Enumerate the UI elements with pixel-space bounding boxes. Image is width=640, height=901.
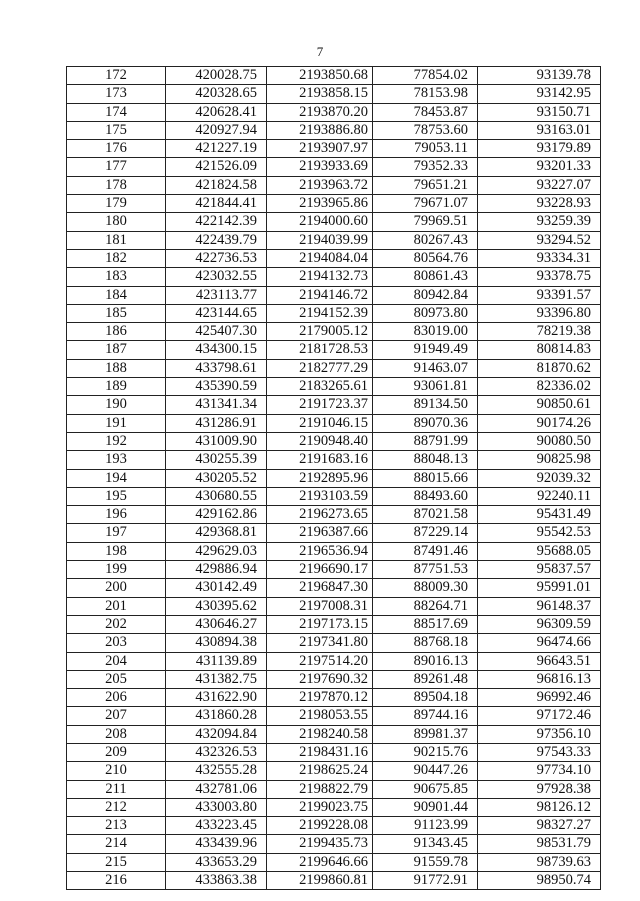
local-x-cell: 90215.76 (373, 743, 478, 761)
point-number-cell: 204 (67, 652, 166, 670)
y-coordinate-cell: 2193886.80 (267, 121, 373, 139)
x-coordinate-cell: 422736.53 (166, 249, 267, 267)
local-x-cell: 91949.49 (373, 341, 478, 359)
x-coordinate-cell: 430680.55 (166, 487, 267, 505)
point-number-cell: 196 (67, 506, 166, 524)
point-number-cell: 209 (67, 743, 166, 761)
local-x-cell: 89016.13 (373, 652, 478, 670)
x-coordinate-cell: 431009.90 (166, 432, 267, 450)
x-coordinate-cell: 432326.53 (166, 743, 267, 761)
table-row (67, 249, 601, 267)
y-coordinate-cell: 2199023.75 (267, 798, 373, 816)
local-x-cell: 78153.98 (373, 85, 478, 103)
local-y-cell: 93294.52 (478, 231, 601, 249)
x-coordinate-cell: 433653.29 (166, 853, 267, 871)
x-coordinate-cell: 430395.62 (166, 597, 267, 615)
y-coordinate-cell: 2190948.40 (267, 432, 373, 450)
table-row (67, 140, 601, 158)
y-coordinate-cell: 2193850.68 (267, 67, 373, 85)
x-coordinate-cell: 429368.81 (166, 524, 267, 542)
x-coordinate-cell: 430205.52 (166, 469, 267, 487)
table-row (67, 396, 601, 414)
table-row (67, 432, 601, 450)
table-row (67, 103, 601, 121)
point-number-cell: 201 (67, 597, 166, 615)
y-coordinate-cell: 2194146.72 (267, 286, 373, 304)
y-coordinate-cell: 2197008.31 (267, 597, 373, 615)
x-coordinate-cell: 421227.19 (166, 140, 267, 158)
table-row (67, 176, 601, 194)
point-number-cell: 187 (67, 341, 166, 359)
local-x-cell: 90447.26 (373, 762, 478, 780)
y-coordinate-cell: 2197514.20 (267, 652, 373, 670)
local-y-cell: 78219.38 (478, 323, 601, 341)
point-number-cell: 188 (67, 359, 166, 377)
local-x-cell: 89504.18 (373, 689, 478, 707)
point-number-cell: 207 (67, 707, 166, 725)
local-x-cell: 89261.48 (373, 670, 478, 688)
local-y-cell: 93163.01 (478, 121, 601, 139)
local-x-cell: 79671.07 (373, 195, 478, 213)
local-x-cell: 88009.30 (373, 579, 478, 597)
x-coordinate-cell: 433223.45 (166, 817, 267, 835)
coordinates-table-body (67, 67, 601, 890)
local-y-cell: 98126.12 (478, 798, 601, 816)
local-x-cell: 91772.91 (373, 872, 478, 890)
local-y-cell: 95431.49 (478, 506, 601, 524)
point-number-cell: 176 (67, 140, 166, 158)
local-y-cell: 95542.53 (478, 524, 601, 542)
x-coordinate-cell: 432781.06 (166, 780, 267, 798)
local-x-cell: 88768.18 (373, 634, 478, 652)
table-row (67, 707, 601, 725)
x-coordinate-cell: 432555.28 (166, 762, 267, 780)
local-x-cell: 88791.99 (373, 432, 478, 450)
x-coordinate-cell: 425407.30 (166, 323, 267, 341)
y-coordinate-cell: 2194152.39 (267, 304, 373, 322)
table-row (67, 231, 601, 249)
x-coordinate-cell: 433863.38 (166, 872, 267, 890)
x-coordinate-cell: 423144.65 (166, 304, 267, 322)
x-coordinate-cell: 422439.79 (166, 231, 267, 249)
table-row (67, 341, 601, 359)
table-row (67, 615, 601, 633)
table-row (67, 652, 601, 670)
y-coordinate-cell: 2194000.60 (267, 213, 373, 231)
y-coordinate-cell: 2198053.55 (267, 707, 373, 725)
local-y-cell: 95837.57 (478, 561, 601, 579)
y-coordinate-cell: 2197341.80 (267, 634, 373, 652)
x-coordinate-cell: 420628.41 (166, 103, 267, 121)
local-x-cell: 80942.84 (373, 286, 478, 304)
local-x-cell: 79651.21 (373, 176, 478, 194)
table-row (67, 67, 601, 85)
x-coordinate-cell: 431341.34 (166, 396, 267, 414)
x-coordinate-cell: 429629.03 (166, 542, 267, 560)
table-row (67, 762, 601, 780)
local-x-cell: 80564.76 (373, 249, 478, 267)
point-number-cell: 197 (67, 524, 166, 542)
local-y-cell: 96816.13 (478, 670, 601, 688)
local-x-cell: 77854.02 (373, 67, 478, 85)
page-number: 7 (316, 44, 324, 59)
y-coordinate-cell: 2179005.12 (267, 323, 373, 341)
local-x-cell: 89070.36 (373, 414, 478, 432)
table-row (67, 414, 601, 432)
point-number-cell: 198 (67, 542, 166, 560)
y-coordinate-cell: 2181728.53 (267, 341, 373, 359)
point-number-cell: 178 (67, 176, 166, 194)
local-y-cell: 96643.51 (478, 652, 601, 670)
local-y-cell: 96992.46 (478, 689, 601, 707)
local-y-cell: 93179.89 (478, 140, 601, 158)
table-row (67, 195, 601, 213)
point-number-cell: 189 (67, 378, 166, 396)
x-coordinate-cell: 431622.90 (166, 689, 267, 707)
point-number-cell: 192 (67, 432, 166, 450)
y-coordinate-cell: 2191683.16 (267, 451, 373, 469)
table-row (67, 487, 601, 505)
local-y-cell: 98531.79 (478, 835, 601, 853)
local-x-cell: 88264.71 (373, 597, 478, 615)
local-x-cell: 79969.51 (373, 213, 478, 231)
point-number-cell: 186 (67, 323, 166, 341)
x-coordinate-cell: 423032.55 (166, 268, 267, 286)
y-coordinate-cell: 2199860.81 (267, 872, 373, 890)
local-y-cell: 98327.27 (478, 817, 601, 835)
point-number-cell: 177 (67, 158, 166, 176)
y-coordinate-cell: 2191046.15 (267, 414, 373, 432)
table-row (67, 597, 601, 615)
point-number-cell: 179 (67, 195, 166, 213)
local-y-cell: 93259.39 (478, 213, 601, 231)
local-y-cell: 93391.57 (478, 286, 601, 304)
table-row (67, 85, 601, 103)
x-coordinate-cell: 422142.39 (166, 213, 267, 231)
local-y-cell: 92240.11 (478, 487, 601, 505)
local-y-cell: 93228.93 (478, 195, 601, 213)
y-coordinate-cell: 2198822.79 (267, 780, 373, 798)
local-x-cell: 88517.69 (373, 615, 478, 633)
table-row (67, 725, 601, 743)
x-coordinate-cell: 433003.80 (166, 798, 267, 816)
x-coordinate-cell: 431860.28 (166, 707, 267, 725)
local-y-cell: 93142.95 (478, 85, 601, 103)
local-x-cell: 83019.00 (373, 323, 478, 341)
y-coordinate-cell: 2199435.73 (267, 835, 373, 853)
x-coordinate-cell: 432094.84 (166, 725, 267, 743)
point-number-cell: 190 (67, 396, 166, 414)
point-number-cell: 205 (67, 670, 166, 688)
local-x-cell: 78753.60 (373, 121, 478, 139)
local-y-cell: 98950.74 (478, 872, 601, 890)
table-row (67, 561, 601, 579)
y-coordinate-cell: 2193103.59 (267, 487, 373, 505)
point-number-cell: 216 (67, 872, 166, 890)
table-row (67, 670, 601, 688)
local-x-cell: 78453.87 (373, 103, 478, 121)
y-coordinate-cell: 2197173.15 (267, 615, 373, 633)
point-number-cell: 191 (67, 414, 166, 432)
x-coordinate-cell: 431286.91 (166, 414, 267, 432)
coordinates-table (66, 66, 601, 890)
local-x-cell: 87491.46 (373, 542, 478, 560)
local-y-cell: 93150.71 (478, 103, 601, 121)
table-row (67, 542, 601, 560)
point-number-cell: 175 (67, 121, 166, 139)
local-x-cell: 80267.43 (373, 231, 478, 249)
y-coordinate-cell: 2182777.29 (267, 359, 373, 377)
table-row (67, 323, 601, 341)
point-number-cell: 214 (67, 835, 166, 853)
x-coordinate-cell: 433798.61 (166, 359, 267, 377)
point-number-cell: 199 (67, 561, 166, 579)
local-x-cell: 80973.80 (373, 304, 478, 322)
point-number-cell: 202 (67, 615, 166, 633)
local-x-cell: 79352.33 (373, 158, 478, 176)
table-row (67, 213, 601, 231)
table-row (67, 451, 601, 469)
x-coordinate-cell: 430255.39 (166, 451, 267, 469)
local-x-cell: 79053.11 (373, 140, 478, 158)
point-number-cell: 180 (67, 213, 166, 231)
x-coordinate-cell: 429886.94 (166, 561, 267, 579)
local-y-cell: 96309.59 (478, 615, 601, 633)
point-number-cell: 183 (67, 268, 166, 286)
table-row (67, 634, 601, 652)
point-number-cell: 174 (67, 103, 166, 121)
local-y-cell: 97734.10 (478, 762, 601, 780)
table-row (67, 286, 601, 304)
y-coordinate-cell: 2193963.72 (267, 176, 373, 194)
y-coordinate-cell: 2198431.16 (267, 743, 373, 761)
point-number-cell: 181 (67, 231, 166, 249)
table-row (67, 780, 601, 798)
y-coordinate-cell: 2194039.99 (267, 231, 373, 249)
x-coordinate-cell: 430894.38 (166, 634, 267, 652)
local-x-cell: 93061.81 (373, 378, 478, 396)
point-number-cell: 195 (67, 487, 166, 505)
y-coordinate-cell: 2183265.61 (267, 378, 373, 396)
table-row (67, 817, 601, 835)
local-y-cell: 93396.80 (478, 304, 601, 322)
y-coordinate-cell: 2192895.96 (267, 469, 373, 487)
x-coordinate-cell: 435390.59 (166, 378, 267, 396)
x-coordinate-cell: 433439.96 (166, 835, 267, 853)
x-coordinate-cell: 420328.65 (166, 85, 267, 103)
y-coordinate-cell: 2198625.24 (267, 762, 373, 780)
local-y-cell: 90850.61 (478, 396, 601, 414)
y-coordinate-cell: 2199228.08 (267, 817, 373, 835)
point-number-cell: 173 (67, 85, 166, 103)
local-y-cell: 96474.66 (478, 634, 601, 652)
table-row (67, 469, 601, 487)
x-coordinate-cell: 420028.75 (166, 67, 267, 85)
local-y-cell: 97543.33 (478, 743, 601, 761)
point-number-cell: 212 (67, 798, 166, 816)
local-x-cell: 89134.50 (373, 396, 478, 414)
y-coordinate-cell: 2199646.66 (267, 853, 373, 871)
y-coordinate-cell: 2196536.94 (267, 542, 373, 560)
y-coordinate-cell: 2196847.30 (267, 579, 373, 597)
local-y-cell: 95688.05 (478, 542, 601, 560)
table-row (67, 872, 601, 890)
point-number-cell: 208 (67, 725, 166, 743)
x-coordinate-cell: 420927.94 (166, 121, 267, 139)
local-x-cell: 87021.58 (373, 506, 478, 524)
local-y-cell: 96148.37 (478, 597, 601, 615)
point-number-cell: 203 (67, 634, 166, 652)
table-row (67, 359, 601, 377)
x-coordinate-cell: 421526.09 (166, 158, 267, 176)
local-y-cell: 97172.46 (478, 707, 601, 725)
local-y-cell: 93201.33 (478, 158, 601, 176)
table-row (67, 158, 601, 176)
table-row (67, 579, 601, 597)
point-number-cell: 215 (67, 853, 166, 871)
table-row (67, 853, 601, 871)
local-y-cell: 93378.75 (478, 268, 601, 286)
table-row (67, 743, 601, 761)
y-coordinate-cell: 2191723.37 (267, 396, 373, 414)
point-number-cell: 193 (67, 451, 166, 469)
point-number-cell: 211 (67, 780, 166, 798)
local-y-cell: 93139.78 (478, 67, 601, 85)
y-coordinate-cell: 2193965.86 (267, 195, 373, 213)
local-x-cell: 88015.66 (373, 469, 478, 487)
table-row (67, 378, 601, 396)
local-y-cell: 82336.02 (478, 378, 601, 396)
point-number-cell: 210 (67, 762, 166, 780)
point-number-cell: 172 (67, 67, 166, 85)
local-y-cell: 98739.63 (478, 853, 601, 871)
x-coordinate-cell: 421844.41 (166, 195, 267, 213)
y-coordinate-cell: 2197870.12 (267, 689, 373, 707)
y-coordinate-cell: 2196690.17 (267, 561, 373, 579)
local-x-cell: 91123.99 (373, 817, 478, 835)
table-row (67, 835, 601, 853)
local-y-cell: 92039.32 (478, 469, 601, 487)
point-number-cell: 194 (67, 469, 166, 487)
x-coordinate-cell: 431382.75 (166, 670, 267, 688)
local-x-cell: 90675.85 (373, 780, 478, 798)
x-coordinate-cell: 421824.58 (166, 176, 267, 194)
local-x-cell: 80861.43 (373, 268, 478, 286)
local-y-cell: 81870.62 (478, 359, 601, 377)
y-coordinate-cell: 2193858.15 (267, 85, 373, 103)
point-number-cell: 184 (67, 286, 166, 304)
y-coordinate-cell: 2198240.58 (267, 725, 373, 743)
table-row (67, 121, 601, 139)
local-x-cell: 87751.53 (373, 561, 478, 579)
local-x-cell: 89744.16 (373, 707, 478, 725)
x-coordinate-cell: 429162.86 (166, 506, 267, 524)
y-coordinate-cell: 2194132.73 (267, 268, 373, 286)
y-coordinate-cell: 2196387.66 (267, 524, 373, 542)
local-y-cell: 95991.01 (478, 579, 601, 597)
x-coordinate-cell: 431139.89 (166, 652, 267, 670)
local-x-cell: 89981.37 (373, 725, 478, 743)
local-x-cell: 91343.45 (373, 835, 478, 853)
point-number-cell: 213 (67, 817, 166, 835)
local-y-cell: 80814.83 (478, 341, 601, 359)
y-coordinate-cell: 2193933.69 (267, 158, 373, 176)
local-x-cell: 88048.13 (373, 451, 478, 469)
x-coordinate-cell: 430142.49 (166, 579, 267, 597)
local-y-cell: 90080.50 (478, 432, 601, 450)
local-x-cell: 90901.44 (373, 798, 478, 816)
local-x-cell: 91463.07 (373, 359, 478, 377)
y-coordinate-cell: 2193870.20 (267, 103, 373, 121)
y-coordinate-cell: 2197690.32 (267, 670, 373, 688)
table-row (67, 689, 601, 707)
local-x-cell: 87229.14 (373, 524, 478, 542)
x-coordinate-cell: 423113.77 (166, 286, 267, 304)
table-row (67, 506, 601, 524)
table-row (67, 268, 601, 286)
point-number-cell: 206 (67, 689, 166, 707)
y-coordinate-cell: 2193907.97 (267, 140, 373, 158)
local-y-cell: 97928.38 (478, 780, 601, 798)
x-coordinate-cell: 430646.27 (166, 615, 267, 633)
point-number-cell: 200 (67, 579, 166, 597)
local-y-cell: 90174.26 (478, 414, 601, 432)
local-x-cell: 91559.78 (373, 853, 478, 871)
point-number-cell: 185 (67, 304, 166, 322)
point-number-cell: 182 (67, 249, 166, 267)
table-row (67, 524, 601, 542)
local-x-cell: 88493.60 (373, 487, 478, 505)
y-coordinate-cell: 2196273.65 (267, 506, 373, 524)
local-y-cell: 93227.07 (478, 176, 601, 194)
table-row (67, 798, 601, 816)
table-row (67, 304, 601, 322)
y-coordinate-cell: 2194084.04 (267, 249, 373, 267)
local-y-cell: 93334.31 (478, 249, 601, 267)
local-y-cell: 90825.98 (478, 451, 601, 469)
x-coordinate-cell: 434300.15 (166, 341, 267, 359)
local-y-cell: 97356.10 (478, 725, 601, 743)
